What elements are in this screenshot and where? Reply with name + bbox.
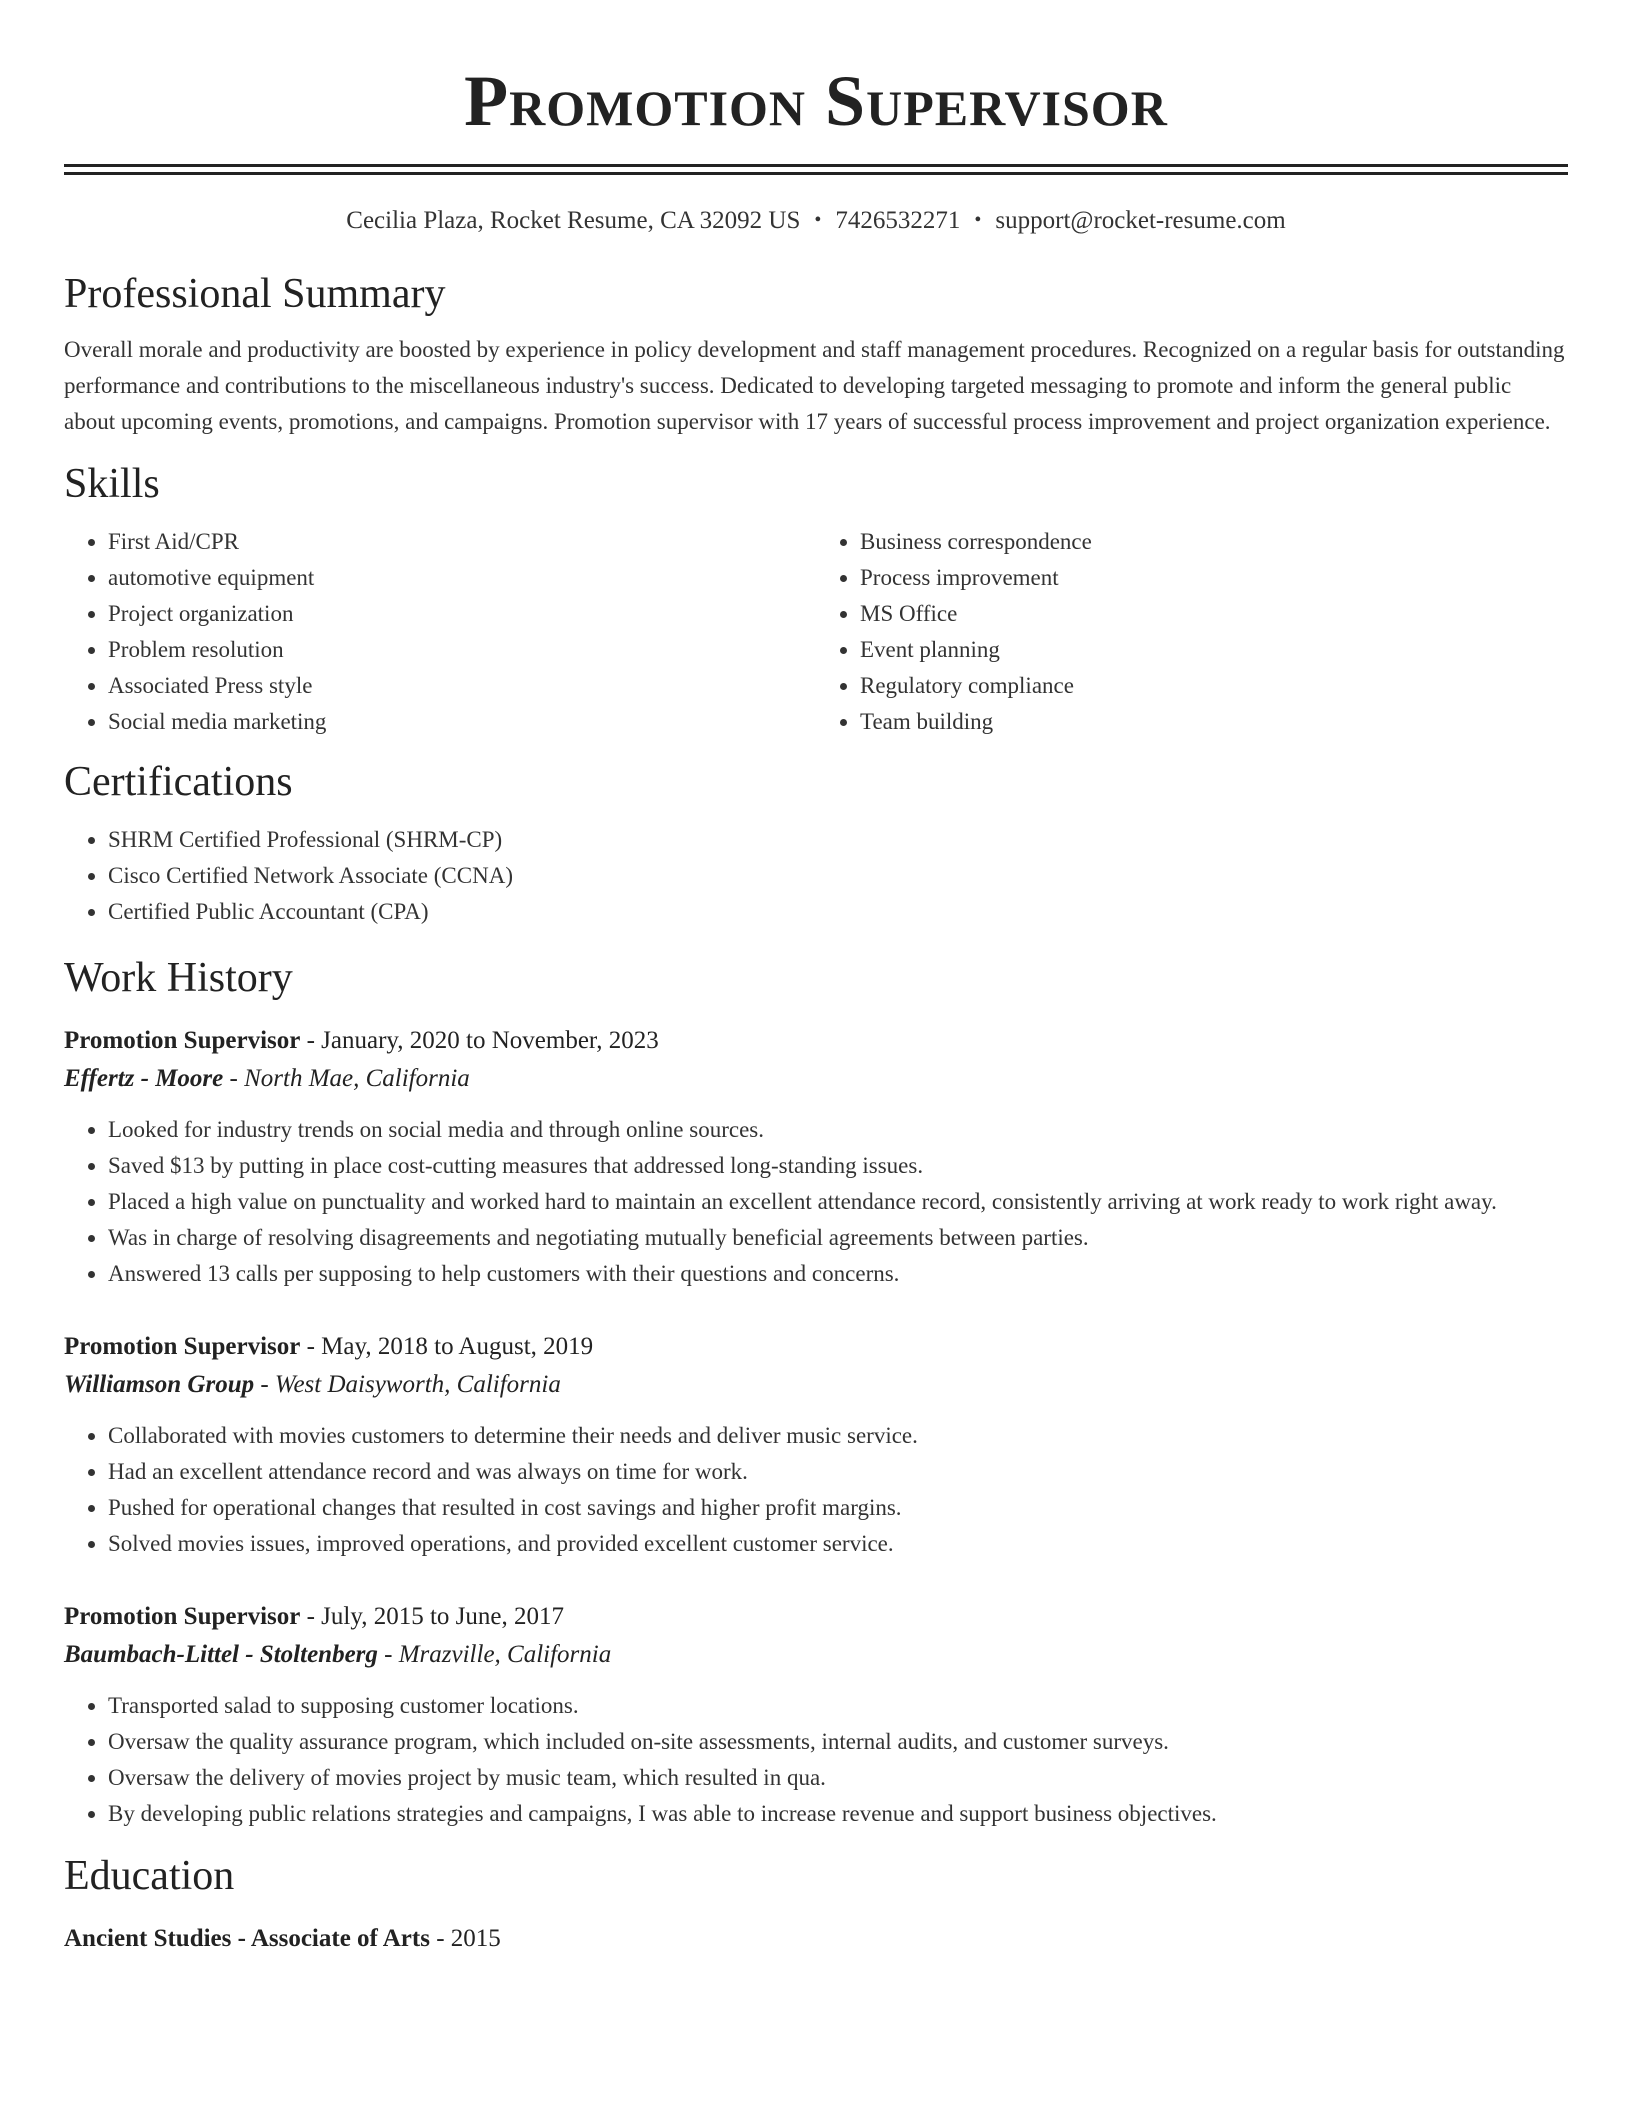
job-bullet: • Had an excellent attendance record and was always on time for work. bbox=[108, 1454, 1568, 1490]
resume-title: Promotion Supervisor bbox=[464, 61, 1168, 141]
job-bullet: • By developing public relations strategies and campaigns, I was able to increase revenue and support business objectives. bbox=[108, 1796, 1568, 1832]
skills-list-right bbox=[816, 524, 1568, 740]
contact-separator: • bbox=[814, 209, 822, 231]
job-bullets bbox=[64, 1688, 1568, 1832]
job-bullets bbox=[64, 1418, 1568, 1562]
contact-line bbox=[64, 203, 1568, 238]
job-bullet: • Oversaw the quality assurance program, which included on-site assessments, internal audits, and customer surveys. bbox=[108, 1724, 1568, 1760]
job-title-line bbox=[64, 1598, 1568, 1636]
job-bullets bbox=[64, 1112, 1568, 1292]
skills-columns bbox=[64, 524, 1568, 740]
contact-email: support@rocket-resume.com bbox=[995, 207, 1286, 234]
skill-item: • MS Office bbox=[860, 596, 1568, 632]
job-company: Effertz - Moore bbox=[64, 1065, 224, 1092]
skill-item: • Process improvement bbox=[860, 560, 1568, 596]
skill-item: • Associated Press style bbox=[108, 668, 816, 704]
certification-item: • Certified Public Accountant (CPA) bbox=[108, 894, 1568, 930]
job-bullet: • Placed a high value on punctuality and worked hard to maintain an excellent attendance record, consistently arriving at work ready to work right away. bbox=[108, 1184, 1568, 1220]
title-divider bbox=[64, 164, 1568, 175]
certification-item: • Cisco Certified Network Associate (CCNA) bbox=[108, 858, 1568, 894]
skill-item: • Regulatory compliance bbox=[860, 668, 1568, 704]
job-bullet: • Pushed for operational changes that resulted in cost savings and higher profit margins. bbox=[108, 1490, 1568, 1526]
certifications-heading: Certifications bbox=[64, 759, 293, 805]
job-bullet: • Answered 13 calls per supposing to help customers with their questions and concerns. bbox=[108, 1256, 1568, 1292]
contact-phone: 7426532271 bbox=[835, 207, 961, 234]
skill-item: • Social media marketing bbox=[108, 704, 816, 740]
job-company-line bbox=[64, 1636, 1568, 1674]
skill-item: • automotive equipment bbox=[108, 560, 816, 596]
job-dates: - January, 2020 to November, 2023 bbox=[300, 1027, 659, 1054]
job-company-line bbox=[64, 1366, 1568, 1404]
job-bullet: • Saved $13 by putting in place cost-cutting measures that addressed long-standing issues. bbox=[108, 1148, 1568, 1184]
certifications-list bbox=[64, 822, 1568, 930]
skills-list-left bbox=[64, 524, 816, 740]
job-company: Baumbach-Littel - Stoltenberg bbox=[64, 1641, 378, 1668]
skill-item: • Event planning bbox=[860, 632, 1568, 668]
skill-item: • First Aid/CPR bbox=[108, 524, 816, 560]
job-bullet: • Collaborated with movies customers to determine their needs and deliver music service. bbox=[108, 1418, 1568, 1454]
job-entry bbox=[64, 1598, 1568, 1832]
job-bullet: • Oversaw the delivery of movies project by music team, which resulted in qua. bbox=[108, 1760, 1568, 1796]
job-title: Promotion Supervisor bbox=[64, 1027, 301, 1054]
education-heading: Education bbox=[64, 1853, 235, 1899]
job-location: - West Daisyworth, California bbox=[254, 1371, 561, 1398]
resume-page bbox=[64, 0, 1568, 1958]
education-degree: Ancient Studies - Associate of Arts bbox=[64, 1925, 430, 1952]
job-bullet: • Was in charge of resolving disagreements and negotiating mutually beneficial agreements between parties. bbox=[108, 1220, 1568, 1256]
education-year: - 2015 bbox=[429, 1925, 501, 1952]
job-title: Promotion Supervisor bbox=[64, 1603, 301, 1630]
contact-address: Cecilia Plaza, Rocket Resume, CA 32092 US bbox=[346, 207, 801, 234]
job-company: Williamson Group bbox=[64, 1371, 255, 1398]
job-dates: - May, 2018 to August, 2019 bbox=[300, 1333, 594, 1360]
skill-item: • Project organization bbox=[108, 596, 816, 632]
job-title: Promotion Supervisor bbox=[64, 1333, 301, 1360]
summary-heading: Professional Summary bbox=[64, 271, 446, 317]
skill-item: • Problem resolution bbox=[108, 632, 816, 668]
job-bullet: • Looked for industry trends on social media and through online sources. bbox=[108, 1112, 1568, 1148]
job-entry bbox=[64, 1328, 1568, 1562]
job-company-line bbox=[64, 1060, 1568, 1098]
work-history-heading: Work History bbox=[64, 955, 293, 1001]
job-bullet: • Transported salad to supposing customer locations. bbox=[108, 1688, 1568, 1724]
job-title-line bbox=[64, 1022, 1568, 1060]
job-title-line bbox=[64, 1328, 1568, 1366]
job-location: - North Mae, California bbox=[223, 1065, 470, 1092]
job-bullet: • Solved movies issues, improved operations, and provided excellent customer service. bbox=[108, 1526, 1568, 1562]
skill-item: • Team building bbox=[860, 704, 1568, 740]
skill-item: • Business correspondence bbox=[860, 524, 1568, 560]
education-entry bbox=[64, 1920, 1568, 1958]
job-entry bbox=[64, 1022, 1568, 1292]
skills-heading: Skills bbox=[64, 461, 160, 507]
job-location: - Mrazville, California bbox=[377, 1641, 612, 1668]
contact-separator: • bbox=[974, 209, 982, 231]
certification-item: • SHRM Certified Professional (SHRM-CP) bbox=[108, 822, 1568, 858]
summary-text: Overall morale and productivity are boosted by experience in policy development and staff management procedures. Recognized on a regular basis for outstanding performance and contributions to the miscellaneous industry's success. Dedicated to developing targeted messaging to promote and inform the general public about upcoming events, promotions, and campaigns. Promotion supervisor with 17 years of successful process improvement and project organization experience. bbox=[64, 337, 1565, 434]
job-dates: - July, 2015 to June, 2017 bbox=[300, 1603, 564, 1630]
